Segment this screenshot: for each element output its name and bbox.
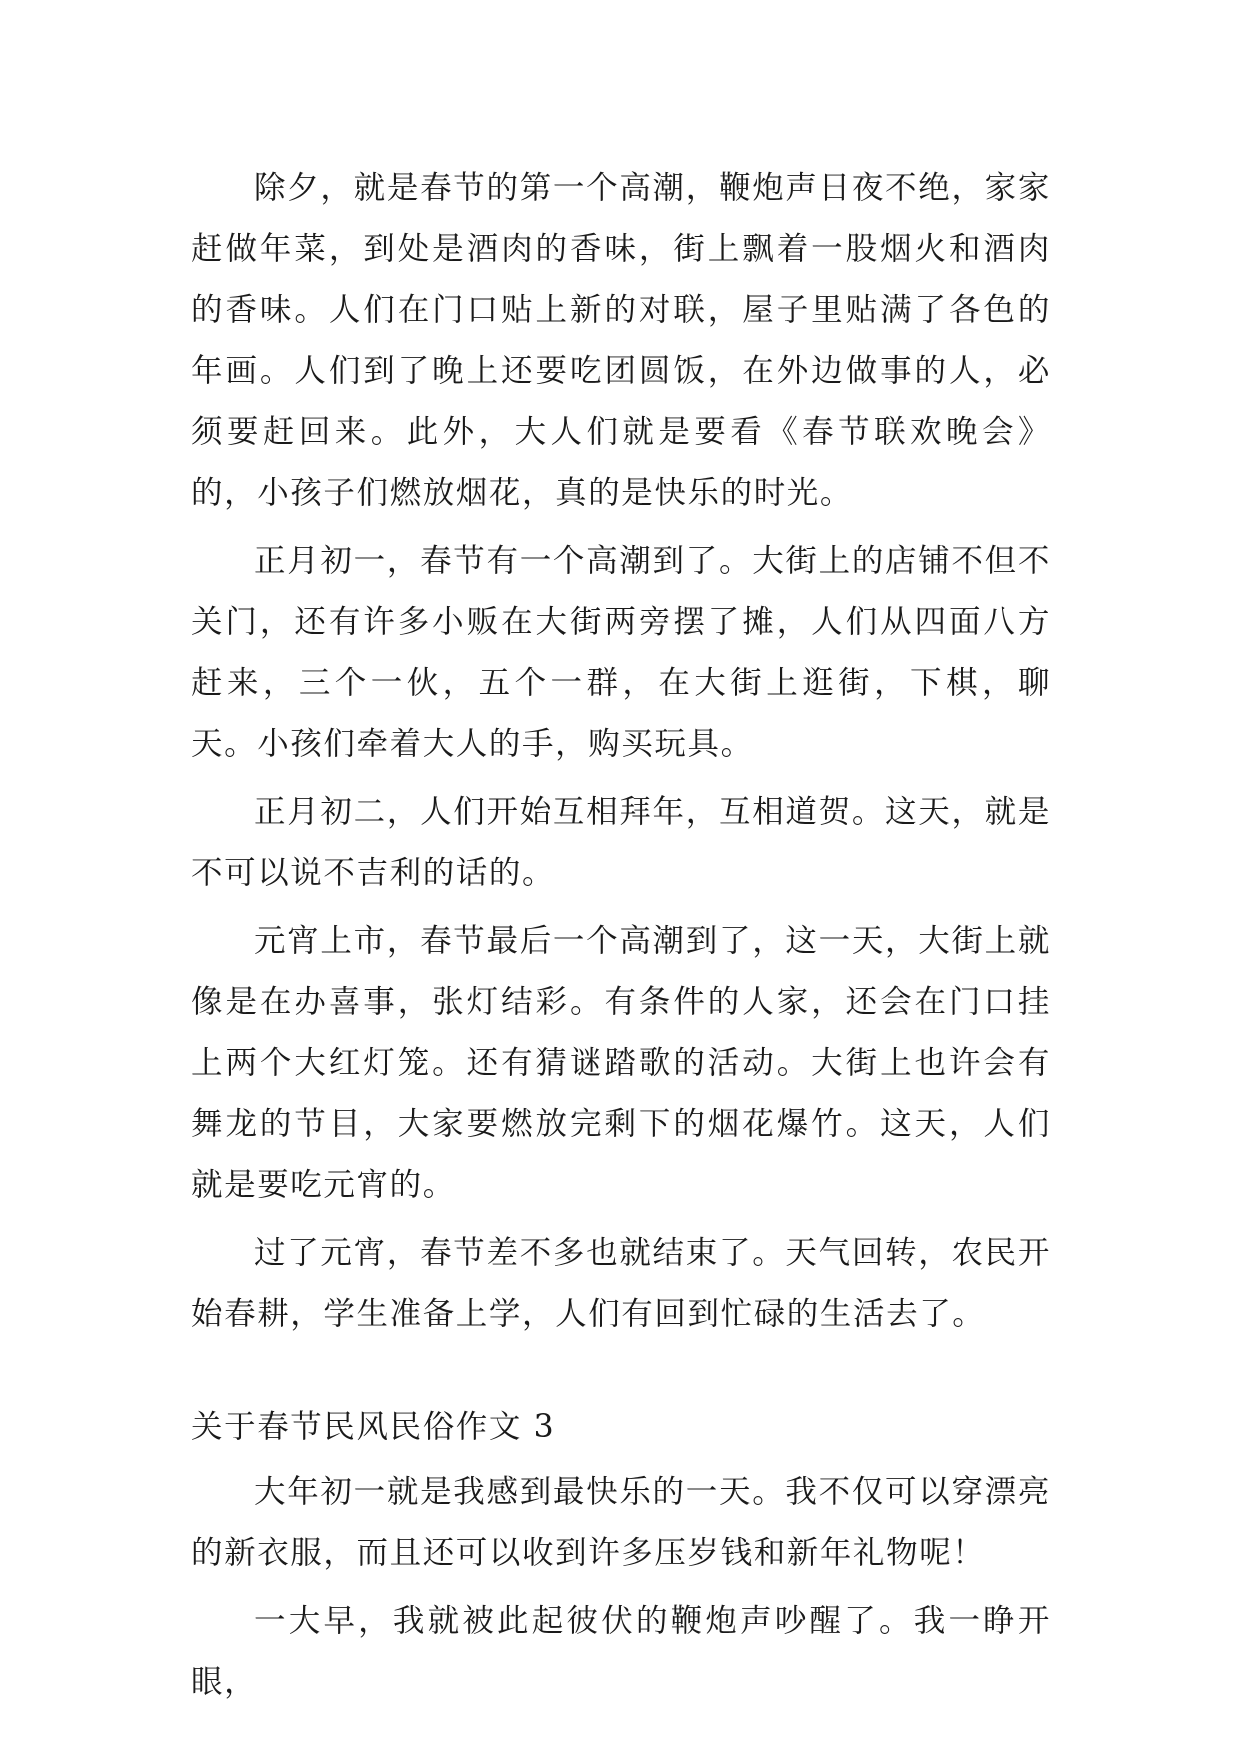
- section-heading: 关于春节民风民俗作文 3: [191, 1409, 556, 1445]
- paragraph-chuyi: 正月初一，春节有一个高潮到了。大街上的店铺不但不关门，还有许多小贩在大街两旁摆了摊，人们从四面八方赶来，三个一伙，五个一群，在大街上逛街，下棋，聊天。小孩们牵着大人的手，购买玩具。: [191, 543, 1051, 762]
- document-body: [191, 158, 1051, 1713]
- paragraph-new-year-day: 大年初一就是我感到最快乐的一天。我不仅可以穿漂亮的新衣服，而且还可以收到许多压岁钱和新年礼物呢！: [191, 1474, 1051, 1571]
- paragraph-end: 过了元宵，春节差不多也就结束了。天气回转，农民开始春耕，学生准备上学，人们有回到忙碌的生活去了。: [191, 1235, 1051, 1332]
- paragraph-morning: 一大早，我就被此起彼伏的鞭炮声吵醒了。我一睁开眼，: [191, 1603, 1051, 1700]
- paragraph-yuanxiao: 元宵上市，春节最后一个高潮到了，这一天，大街上就像是在办喜事，张灯结彩。有条件的人家，还会在门口挂上两个大红灯笼。还有猜谜踏歌的活动。大街上也许会有舞龙的节目，大家要燃放完剩下的烟花爆竹。这天，人们就是要吃元宵的。: [191, 923, 1051, 1203]
- paragraph-chuxi: 除夕，就是春节的第一个高潮，鞭炮声日夜不绝，家家赶做年菜，到处是酒肉的香味，街上飘着一股烟火和酒肉的香味。人们在门口贴上新的对联，屋子里贴满了各色的年画。人们到了晚上还要吃团圆饭，在外边做事的人，必须要赶回来。此外，大人们就是要看《春节联欢晚会》的，小孩子们燃放烟花，真的是快乐的时光。: [191, 170, 1051, 511]
- paragraph-chuer: 正月初二，人们开始互相拜年，互相道贺。这天，就是不可以说不吉利的话的。: [191, 794, 1051, 891]
